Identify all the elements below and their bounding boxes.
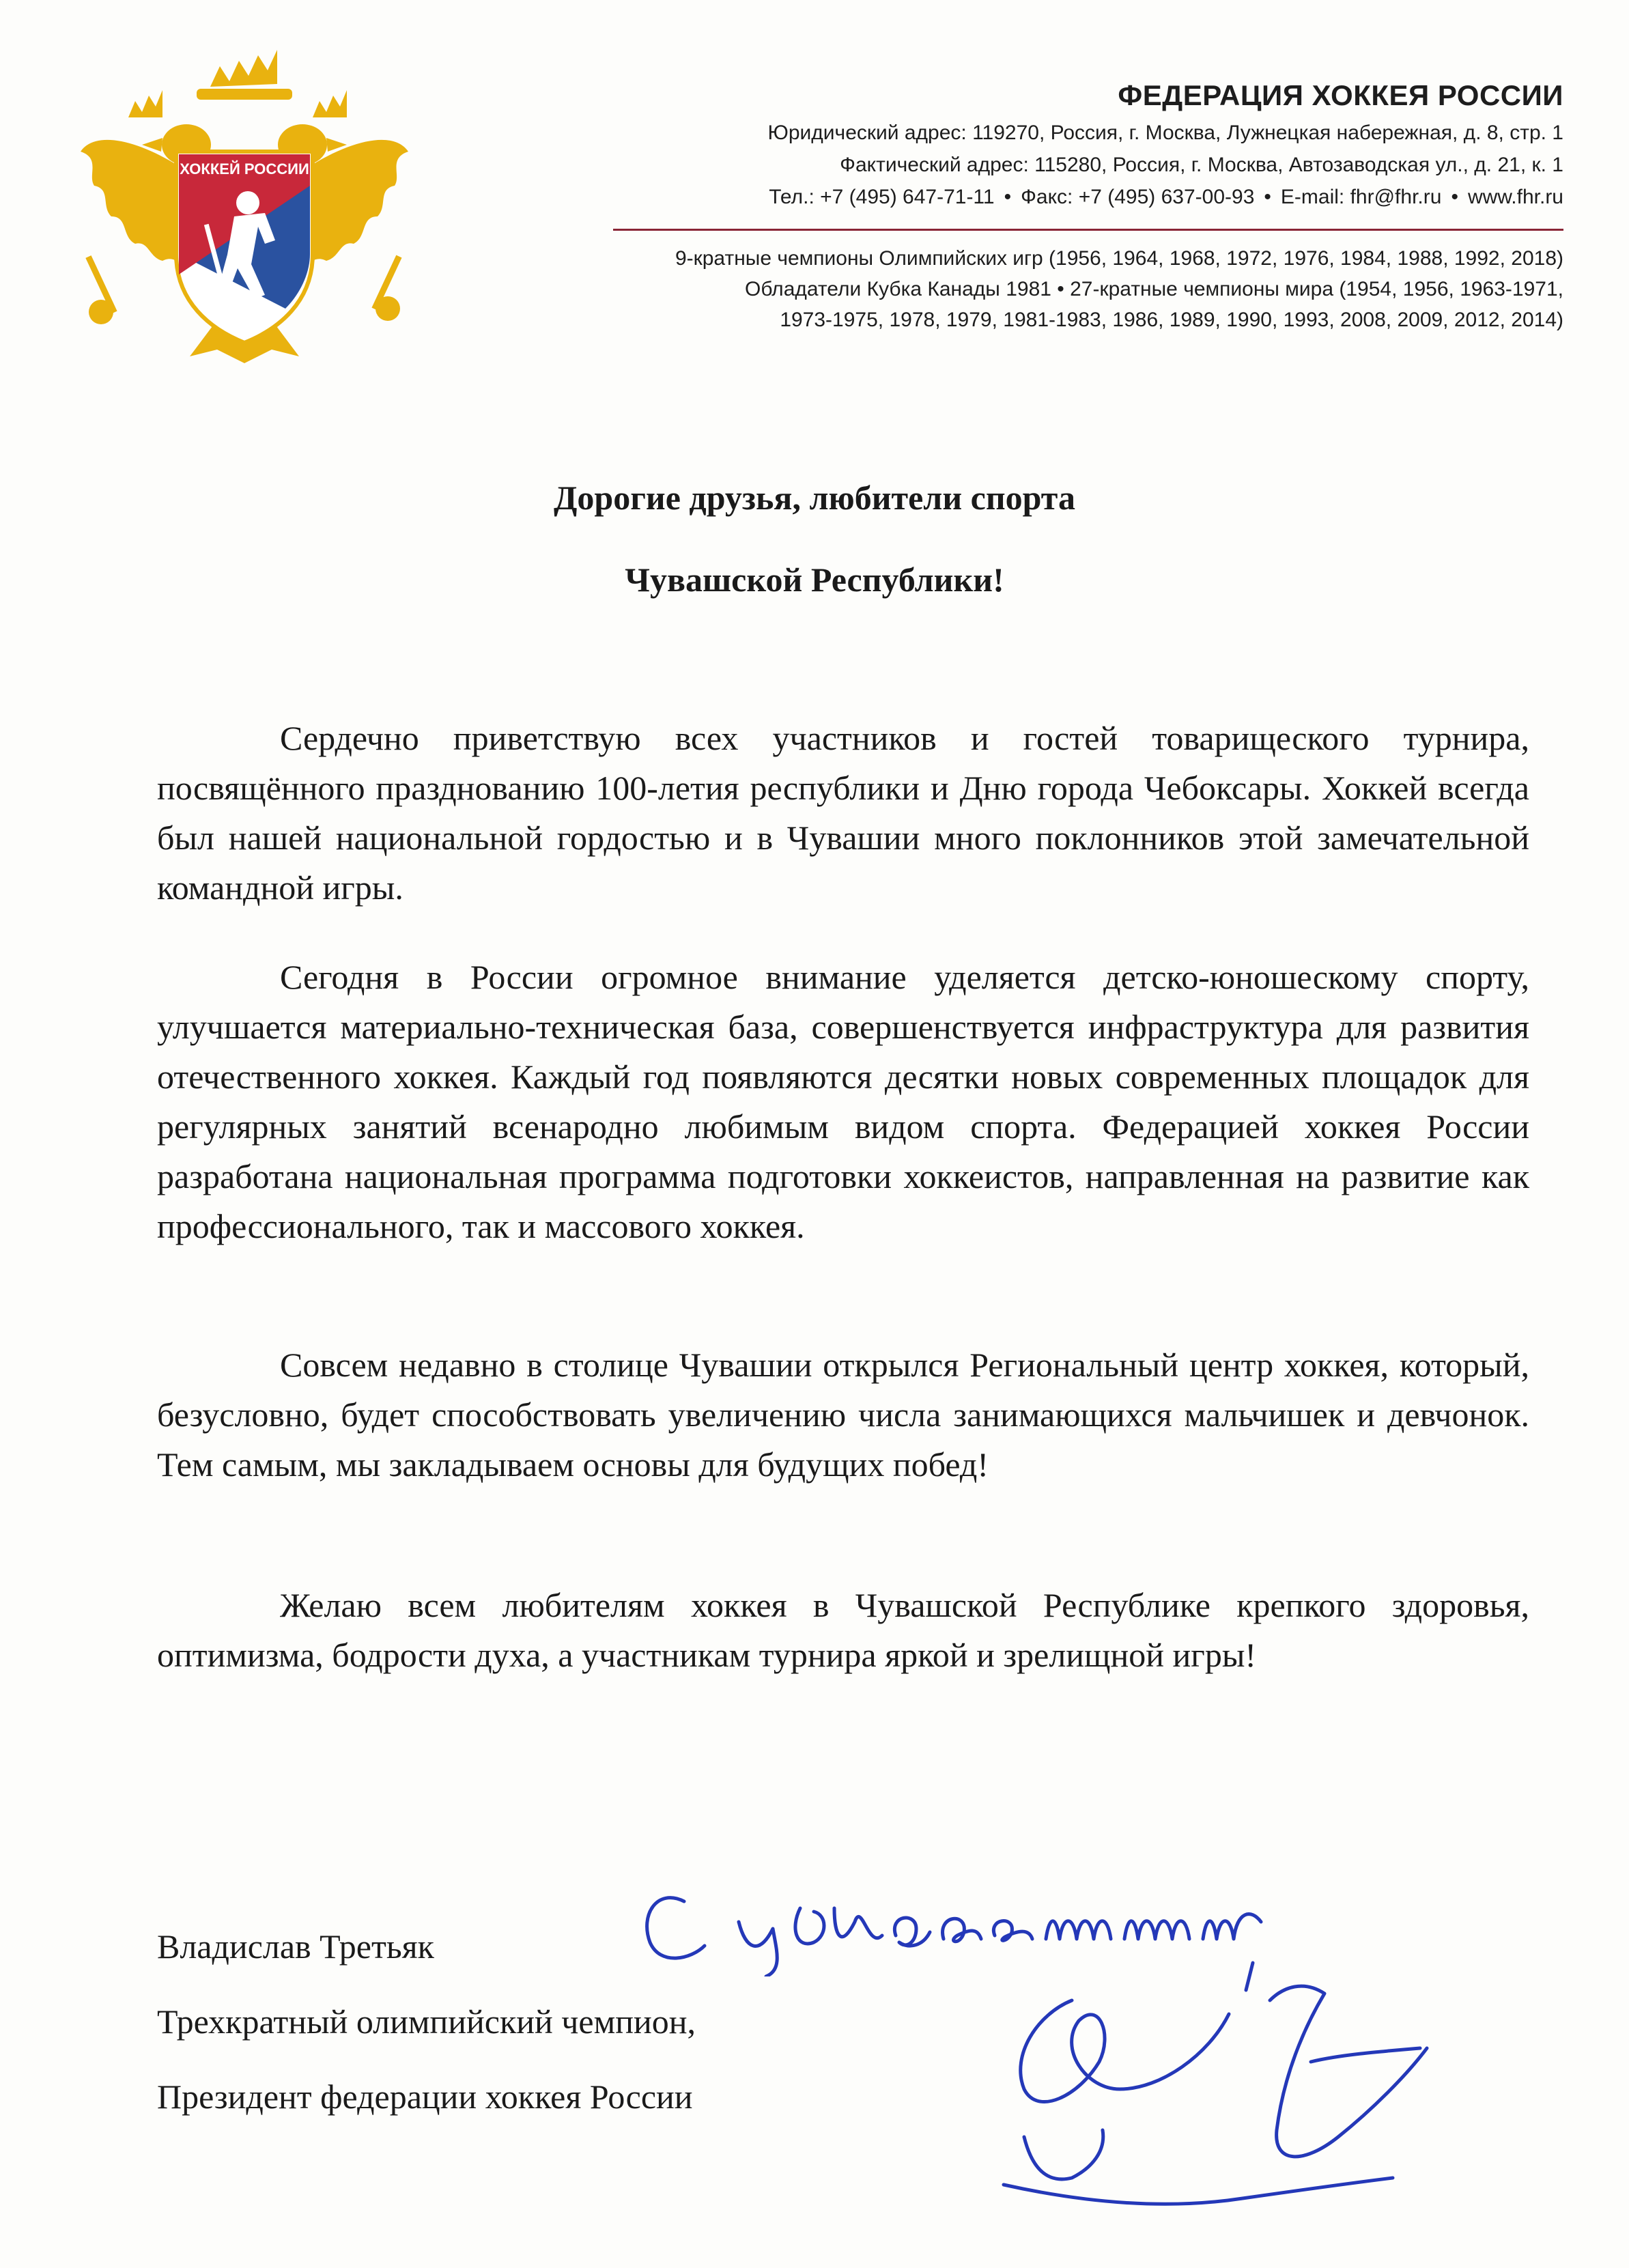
titles-line: 1973-1975, 1978, 1979, 1981-1983, 1986, 1989, 1990, 1993, 2008, 2009, 2012, 2014) bbox=[780, 309, 1563, 331]
header-divider bbox=[613, 229, 1563, 231]
signatory-position: Президент федерации хоккея России bbox=[157, 2078, 693, 2116]
handwritten-signature bbox=[983, 1959, 1461, 2246]
bullet-separator: • bbox=[1264, 186, 1271, 208]
body-paragraph: Совсем недавно в столице Чувашии открылся Региональный центр хоккея, который, безусловно, будет способствовать увеличению числа занимающихся мальчишек и девчонок. Тем самым, мы закладываем основы для будущих побед! bbox=[157, 1346, 1529, 1484]
bullet-separator: • bbox=[1004, 186, 1012, 208]
website-link[interactable]: www.fhr.ru bbox=[1467, 186, 1563, 208]
hockey-russia-emblem-icon bbox=[74, 49, 415, 370]
bullet-separator: • bbox=[1451, 186, 1458, 208]
actual-address: Фактический адрес: 115280, Россия, г. Москва, Автозаводская ул., д. 21, к. 1 bbox=[840, 154, 1563, 176]
greeting-line: Чувашской Республики! bbox=[625, 561, 1004, 599]
organization-name: ФЕДЕРАЦИЯ ХОККЕЯ РОССИИ bbox=[1118, 79, 1563, 111]
titles-line: Обладатели Кубка Канады 1981 • 27-кратные чемпионы мира (1954, 1956, 1963-1971, bbox=[745, 278, 1563, 300]
titles-line: 9-кратные чемпионы Олимпийских игр (1956, 1964, 1968, 1972, 1976, 1984, 1988, 1992, 2018) bbox=[675, 247, 1563, 270]
svg-text:ХОККЕЙ РОССИИ: ХОККЕЙ РОССИИ bbox=[180, 160, 309, 178]
email-address: E-mail: fhr@fhr.ru bbox=[1280, 186, 1442, 208]
phone-number: Тел.: +7 (495) 647-71-11 bbox=[769, 186, 995, 208]
fax-number: Факс: +7 (495) 637-00-93 bbox=[1021, 186, 1255, 208]
body-paragraph: Сегодня в России огромное внимание уделяется детско-юношескому спорту, улучшается материально-техническая база, совершенствуется инфраструктура для развития отечественного хоккея. Каждый год появляются десятки новых современных площадок для регулярных занятий всенародно любимым видом спорта. Федерацией хоккея России разработана национальная программа подготовки хоккеистов, направленная на развитие как профессионального, так и массового хоккея. bbox=[157, 958, 1529, 1245]
signatory-name: Владислав Третьяк bbox=[157, 1927, 434, 1966]
legal-address: Юридический адрес: 119270, Россия, г. Москва, Лужнецкая набережная, д. 8, стр. 1 bbox=[767, 122, 1563, 144]
signatory-title: Трехкратный олимпийский чемпион, bbox=[157, 2002, 696, 2041]
contacts-line bbox=[769, 186, 1563, 209]
body-paragraph: Желаю всем любителям хоккея в Чувашской Республике крепкого здоровья, оптимизма, бодрости духа, а участникам турнира яркой и зрелищной игры! bbox=[157, 1586, 1529, 1674]
body-paragraph: Сердечно приветствую всех участников и гостей товарищеского турнира, посвящённого празднованию 100-летия республики и Дню города Чебоксары. Хоккей всегда был нашей национальной гордостью и в Чувашии много поклонников этой замечательной командной игры. bbox=[157, 719, 1529, 907]
greeting-line: Дорогие друзья, любители спорта bbox=[554, 479, 1075, 517]
